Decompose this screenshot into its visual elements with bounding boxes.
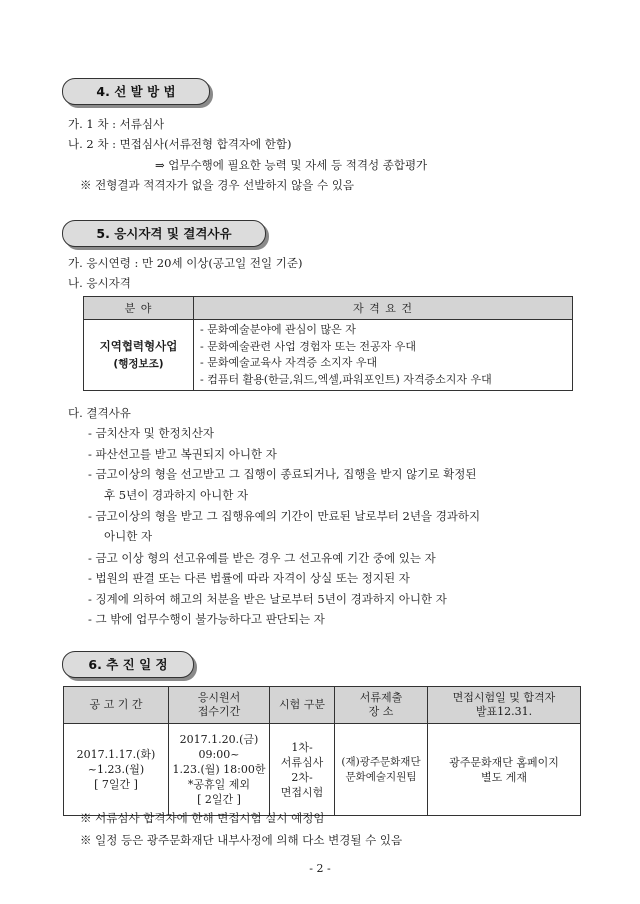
- section4-heading: 4. 선 발 방 법: [62, 78, 210, 105]
- header-period: 공 고 기 간: [64, 687, 169, 724]
- exam-line: 면접시험: [280, 785, 324, 799]
- exam-line: 1차-: [291, 740, 313, 754]
- place-line: 문화예술지원팀: [345, 770, 417, 783]
- qualification-table: [83, 296, 573, 391]
- disqualification-item: - 파산선고를 받고 복권되지 아니한 자: [88, 447, 277, 461]
- selection-step-2-detail: ⇒ 업무수행에 필요한 능력 및 자세 등 적격성 종합평가: [155, 158, 428, 172]
- header-field: 분 야: [84, 297, 194, 320]
- selection-step-1: 가. 1 차 : 서류심사: [68, 117, 165, 131]
- header-requirements: 자 격 요 건: [194, 297, 573, 320]
- qualification-label: 나. 응시자격: [68, 276, 131, 290]
- schedule-note: ※ 서류심사 합격자에 한해 면접시험 실시 예정임: [80, 811, 325, 825]
- requirements-cell: [194, 320, 573, 391]
- section6-heading: 6. 추 진 일 정: [62, 651, 194, 678]
- requirement-item: - 컴퓨터 활용(한글,워드,엑셀,파워포인트) 자격증소지자 우대: [200, 372, 492, 386]
- page-number: - 2 -: [309, 862, 331, 875]
- reception-days: [ 2일간 ]: [197, 793, 241, 806]
- reception-end: 1.23.(월) 18:00한: [172, 763, 266, 776]
- place-line: (재)광주문화재단: [341, 755, 421, 768]
- requirement-item: - 문화예술관련 사업 경험자 또는 전공자 우대: [200, 339, 416, 353]
- age-requirement: 가. 응시연령 : 만 20세 이상(공고일 전일 기준): [68, 256, 303, 270]
- disqualification-item: - 금치산자 및 한정치산자: [88, 426, 214, 440]
- disqualification-label: 다. 결격사유: [68, 406, 131, 420]
- disqualification-item-cont: 후 5년이 경과하지 아니한 자: [104, 488, 249, 502]
- exam-line: 2차-: [291, 770, 313, 784]
- announce-line: 광주문화재단 홈페이지: [449, 755, 559, 769]
- header-place: 서류제출 장 소: [335, 687, 428, 724]
- field-subtitle: (행정보조): [113, 358, 164, 370]
- disqualification-item: - 금고이상의 형을 받고 그 집행유예의 기간이 만료된 날로부터 2년을 경과하지: [88, 509, 481, 523]
- field-name: 지역협력형사업: [99, 339, 178, 353]
- header-exam: 시험 구분: [270, 687, 335, 724]
- period-start: 2017.1.17.(화): [76, 748, 156, 761]
- schedule-note: ※ 일정 등은 광주문화재단 내부사정에 의해 다소 변경될 수 있음: [80, 833, 403, 847]
- reception-time: 09:00~: [198, 748, 240, 761]
- period-cell: [64, 724, 169, 816]
- header-announce: 면접시험일 및 합격자 발표12.31.: [428, 687, 581, 724]
- disqualification-item: - 징계에 의하여 해고의 처분을 받은 날로부터 5년이 경과하지 아니한 자: [88, 592, 447, 606]
- period-days: [ 7일간 ]: [94, 778, 138, 791]
- reception-cell: [169, 724, 270, 816]
- section5-heading: 5. 응시자격 및 결격사유: [62, 220, 266, 247]
- disqualification-item: - 금고 이상 형의 선고유예를 받은 경우 그 선고유예 기간 중에 있는 자: [88, 551, 436, 565]
- selection-note: ※ 전형결과 적격자가 없을 경우 선발하지 않을 수 있음: [80, 178, 355, 192]
- disqualification-item: - 법원의 판결 또는 다른 법률에 따라 자격이 상실 또는 정지된 자: [88, 571, 410, 585]
- header-reception: 응시원서 접수기간: [169, 687, 270, 724]
- reception-start: 2017.1.20.(금): [179, 733, 259, 746]
- announce-cell: [428, 724, 581, 816]
- disqualification-item: - 금고이상의 형을 선고받고 그 집행이 종료되거나, 집행을 받지 않기로 확정된: [88, 467, 477, 481]
- exam-line: 서류심사: [280, 755, 324, 769]
- reception-note: *공휴일 제외: [187, 778, 251, 791]
- schedule-table: [63, 686, 581, 816]
- place-cell: [335, 724, 428, 816]
- selection-step-2: 나. 2 차 : 면접심사(서류전형 합격자에 한함): [68, 137, 292, 151]
- requirement-item: - 문화예술분야에 관심이 많은 자: [200, 323, 356, 336]
- requirement-item: - 문화예술교육사 자격증 소지자 우대: [200, 356, 378, 369]
- disqualification-item: - 그 밖에 업무수행이 불가능하다고 판단되는 자: [88, 612, 325, 626]
- exam-cell: [270, 724, 335, 816]
- period-end: ~1.23.(월): [87, 763, 145, 776]
- disqualification-item-cont: 아니한 자: [104, 529, 153, 543]
- field-cell: [84, 320, 194, 391]
- announce-line: 별도 게재: [480, 770, 527, 784]
